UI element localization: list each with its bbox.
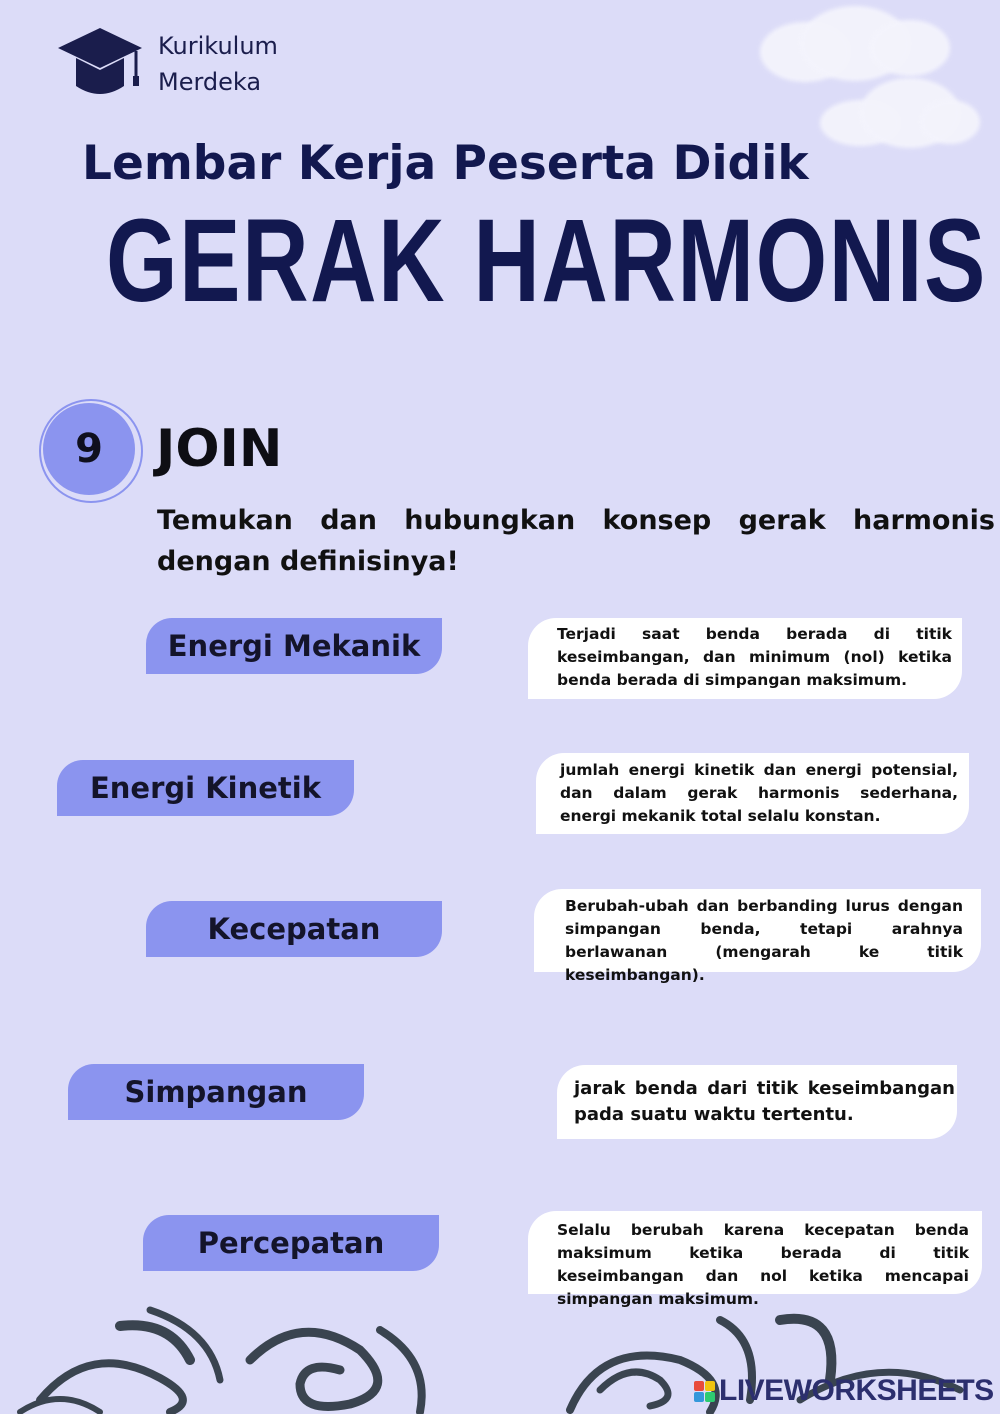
activity-number: 9	[43, 403, 135, 495]
brand-name	[158, 28, 278, 100]
definition-card-3[interactable]: Berubah-ubah dan berbanding lurus dengan simpangan benda, tetapi arahnya berlawanan (mengarah ke titik keseimbangan).	[534, 889, 981, 972]
term-kecepatan[interactable]: Kecepatan	[146, 901, 442, 957]
liveworksheets-watermark	[694, 1374, 994, 1408]
liveworksheets-text: LIVEWORKSHEETS	[719, 1374, 994, 1407]
liveworksheets-logo-icon	[694, 1381, 715, 1402]
activity-name: JOIN	[156, 419, 283, 479]
activity-instruction: Temukan dan hubungkan konsep gerak harmonis dengan definisinya!	[157, 505, 995, 577]
page-title: GERAK HARMONIS	[106, 195, 987, 327]
term-simpangan[interactable]: Simpangan	[68, 1064, 364, 1120]
term-percepatan[interactable]: Percepatan	[143, 1215, 439, 1271]
graduation-cap-icon	[56, 26, 144, 100]
brand-line-1: Kurikulum	[158, 32, 278, 60]
term-energi-kinetik[interactable]: Energi Kinetik	[57, 760, 354, 816]
definition-card-1[interactable]: Terjadi saat benda berada di titik keseimbangan, dan minimum (nol) ketika benda berada di simpangan maksimum.	[528, 618, 962, 699]
page-subtitle: Lembar Kerja Peserta Didik	[82, 136, 809, 191]
definition-card-4[interactable]: jarak benda dari titik keseimbangan pada suatu waktu tertentu.	[557, 1065, 957, 1139]
definition-card-5[interactable]: Selalu berubah karena kecepatan benda maksimum ketika berada di titik keseimbangan dan nol ketika mencapai simpangan maksimum.	[528, 1211, 982, 1294]
definition-card-2[interactable]: jumlah energi kinetik dan energi potensial, dan dalam gerak harmonis sederhana, energi mekanik total selalu konstan.	[536, 753, 969, 834]
term-energi-mekanik[interactable]: Energi Mekanik	[146, 618, 442, 674]
brand-line-2: Merdeka	[158, 68, 262, 96]
